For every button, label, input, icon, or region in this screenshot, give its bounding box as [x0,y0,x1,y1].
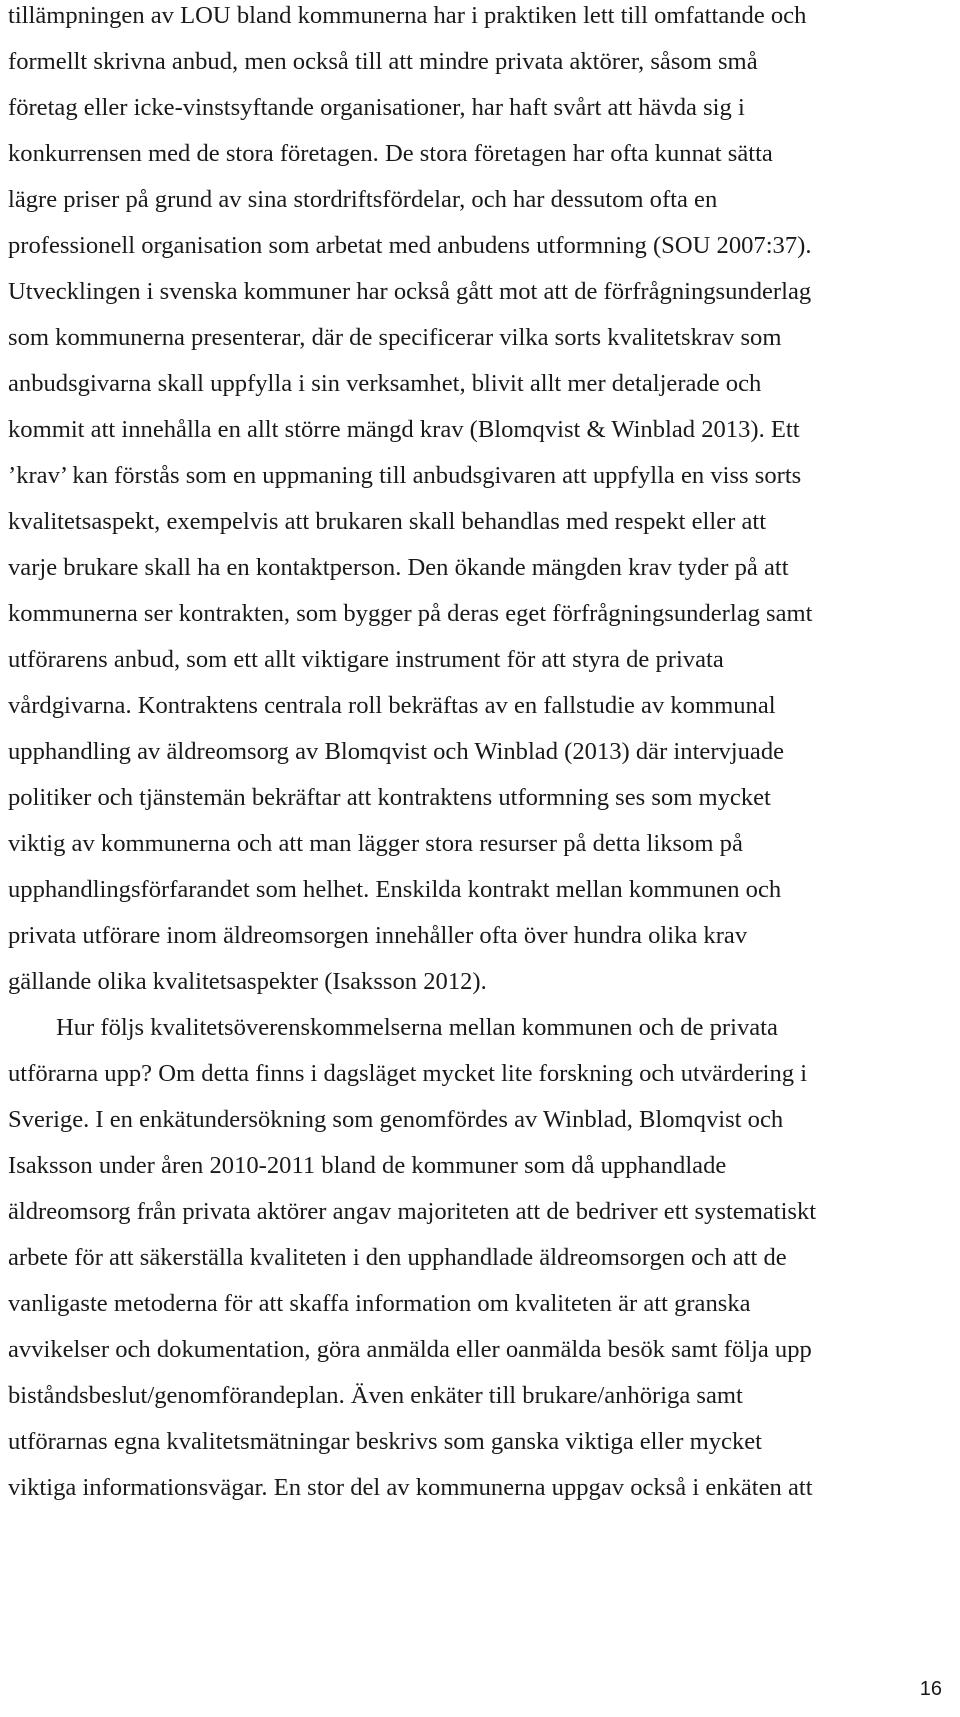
text-line: anbudsgivarna skall uppfylla i sin verksamhet, blivit allt mer detaljerade och [8,370,762,397]
text-line: utförarna upp? Om detta finns i dagsläget mycket lite forskning och utvärdering i [8,1060,808,1087]
text-line: formellt skrivna anbud, men också till att mindre privata aktörer, såsom små [8,48,758,75]
text-line: upphandling av äldreomsorg av Blomqvist och Winblad (2013) där intervjuade [8,738,785,765]
text-line: kommunerna ser kontrakten, som bygger på deras eget förfrågningsunderlag samt [8,600,813,627]
text-line: lägre priser på grund av sina stordriftsfördelar, och har dessutom ofta en [8,186,718,213]
text-line: kommit att innehålla en allt större mängd krav (Blomqvist & Winblad 2013). Ett [8,416,800,443]
text-line: viktig av kommunerna och att man lägger stora resurser på detta liksom på [8,830,743,857]
text-line: arbete för att säkerställa kvaliteten i den upphandlade äldreomsorgen och att de [8,1244,787,1271]
text-line: Isaksson under åren 2010-2011 bland de kommuner som då upphandlade [8,1152,727,1179]
text-line: upphandlingsförfarandet som helhet. Enskilda kontrakt mellan kommunen och [8,876,782,903]
text-line: varje brukare skall ha en kontaktperson. Den ökande mängden krav tyder på att [8,554,789,581]
text-line: vanligaste metoderna för att skaffa information om kvaliteten är att granska [8,1290,751,1317]
text-line: tillämpningen av LOU bland kommunerna har i praktiken lett till omfattande och [8,2,807,29]
text-line-indented: Hur följs kvalitetsöverenskommelserna mellan kommunen och de privata [56,1014,778,1041]
text-line: utförarens anbud, som ett allt viktigare instrument för att styra de privata [8,646,724,673]
text-line: privata utförare inom äldreomsorgen innehåller ofta över hundra olika krav [8,922,748,949]
text-line: utförarnas egna kvalitetsmätningar beskrivs som ganska viktiga eller mycket [8,1428,762,1455]
text-line: som kommunerna presenterar, där de specificerar vilka sorts kvalitetskrav som [8,324,782,351]
text-line: biståndsbeslut/genomförandeplan. Även enkäter till brukare/anhöriga samt [8,1382,743,1409]
text-line: vårdgivarna. Kontraktens centrala roll bekräftas av en fallstudie av kommunal [8,692,776,719]
page-number: 16 [919,1678,942,1700]
text-line: Sverige. I en enkätundersökning som genomfördes av Winblad, Blomqvist och [8,1106,784,1133]
text-line: kvalitetsaspekt, exempelvis att brukaren skall behandlas med respekt eller att [8,508,767,535]
text-line: äldreomsorg från privata aktörer angav majoriteten att de bedriver ett systematiskt [8,1198,817,1225]
text-line: Utvecklingen i svenska kommuner har också gått mot att de förfrågningsunderlag [8,278,812,305]
text-line: konkurrensen med de stora företagen. De stora företagen har ofta kunnat sätta [8,140,773,167]
text-line: gällande olika kvalitetsaspekter (Isaksson 2012). [8,968,487,995]
text-line: viktiga informationsvägar. En stor del av kommunerna uppgav också i enkäten att [8,1474,813,1501]
text-line: politiker och tjänstemän bekräftar att kontraktens utformning ses som mycket [8,784,771,811]
text-line: företag eller icke-vinstsyftande organisationer, har haft svårt att hävda sig i [8,94,745,121]
text-line: ’krav’ kan förstås som en uppmaning till anbudsgivaren att uppfylla en viss sorts [8,462,802,489]
text-line: professionell organisation som arbetat med anbudens utformning (SOU 2007:37). [8,232,812,259]
text-line: avvikelser och dokumentation, göra anmälda eller oanmälda besök samt följa upp [8,1336,812,1363]
